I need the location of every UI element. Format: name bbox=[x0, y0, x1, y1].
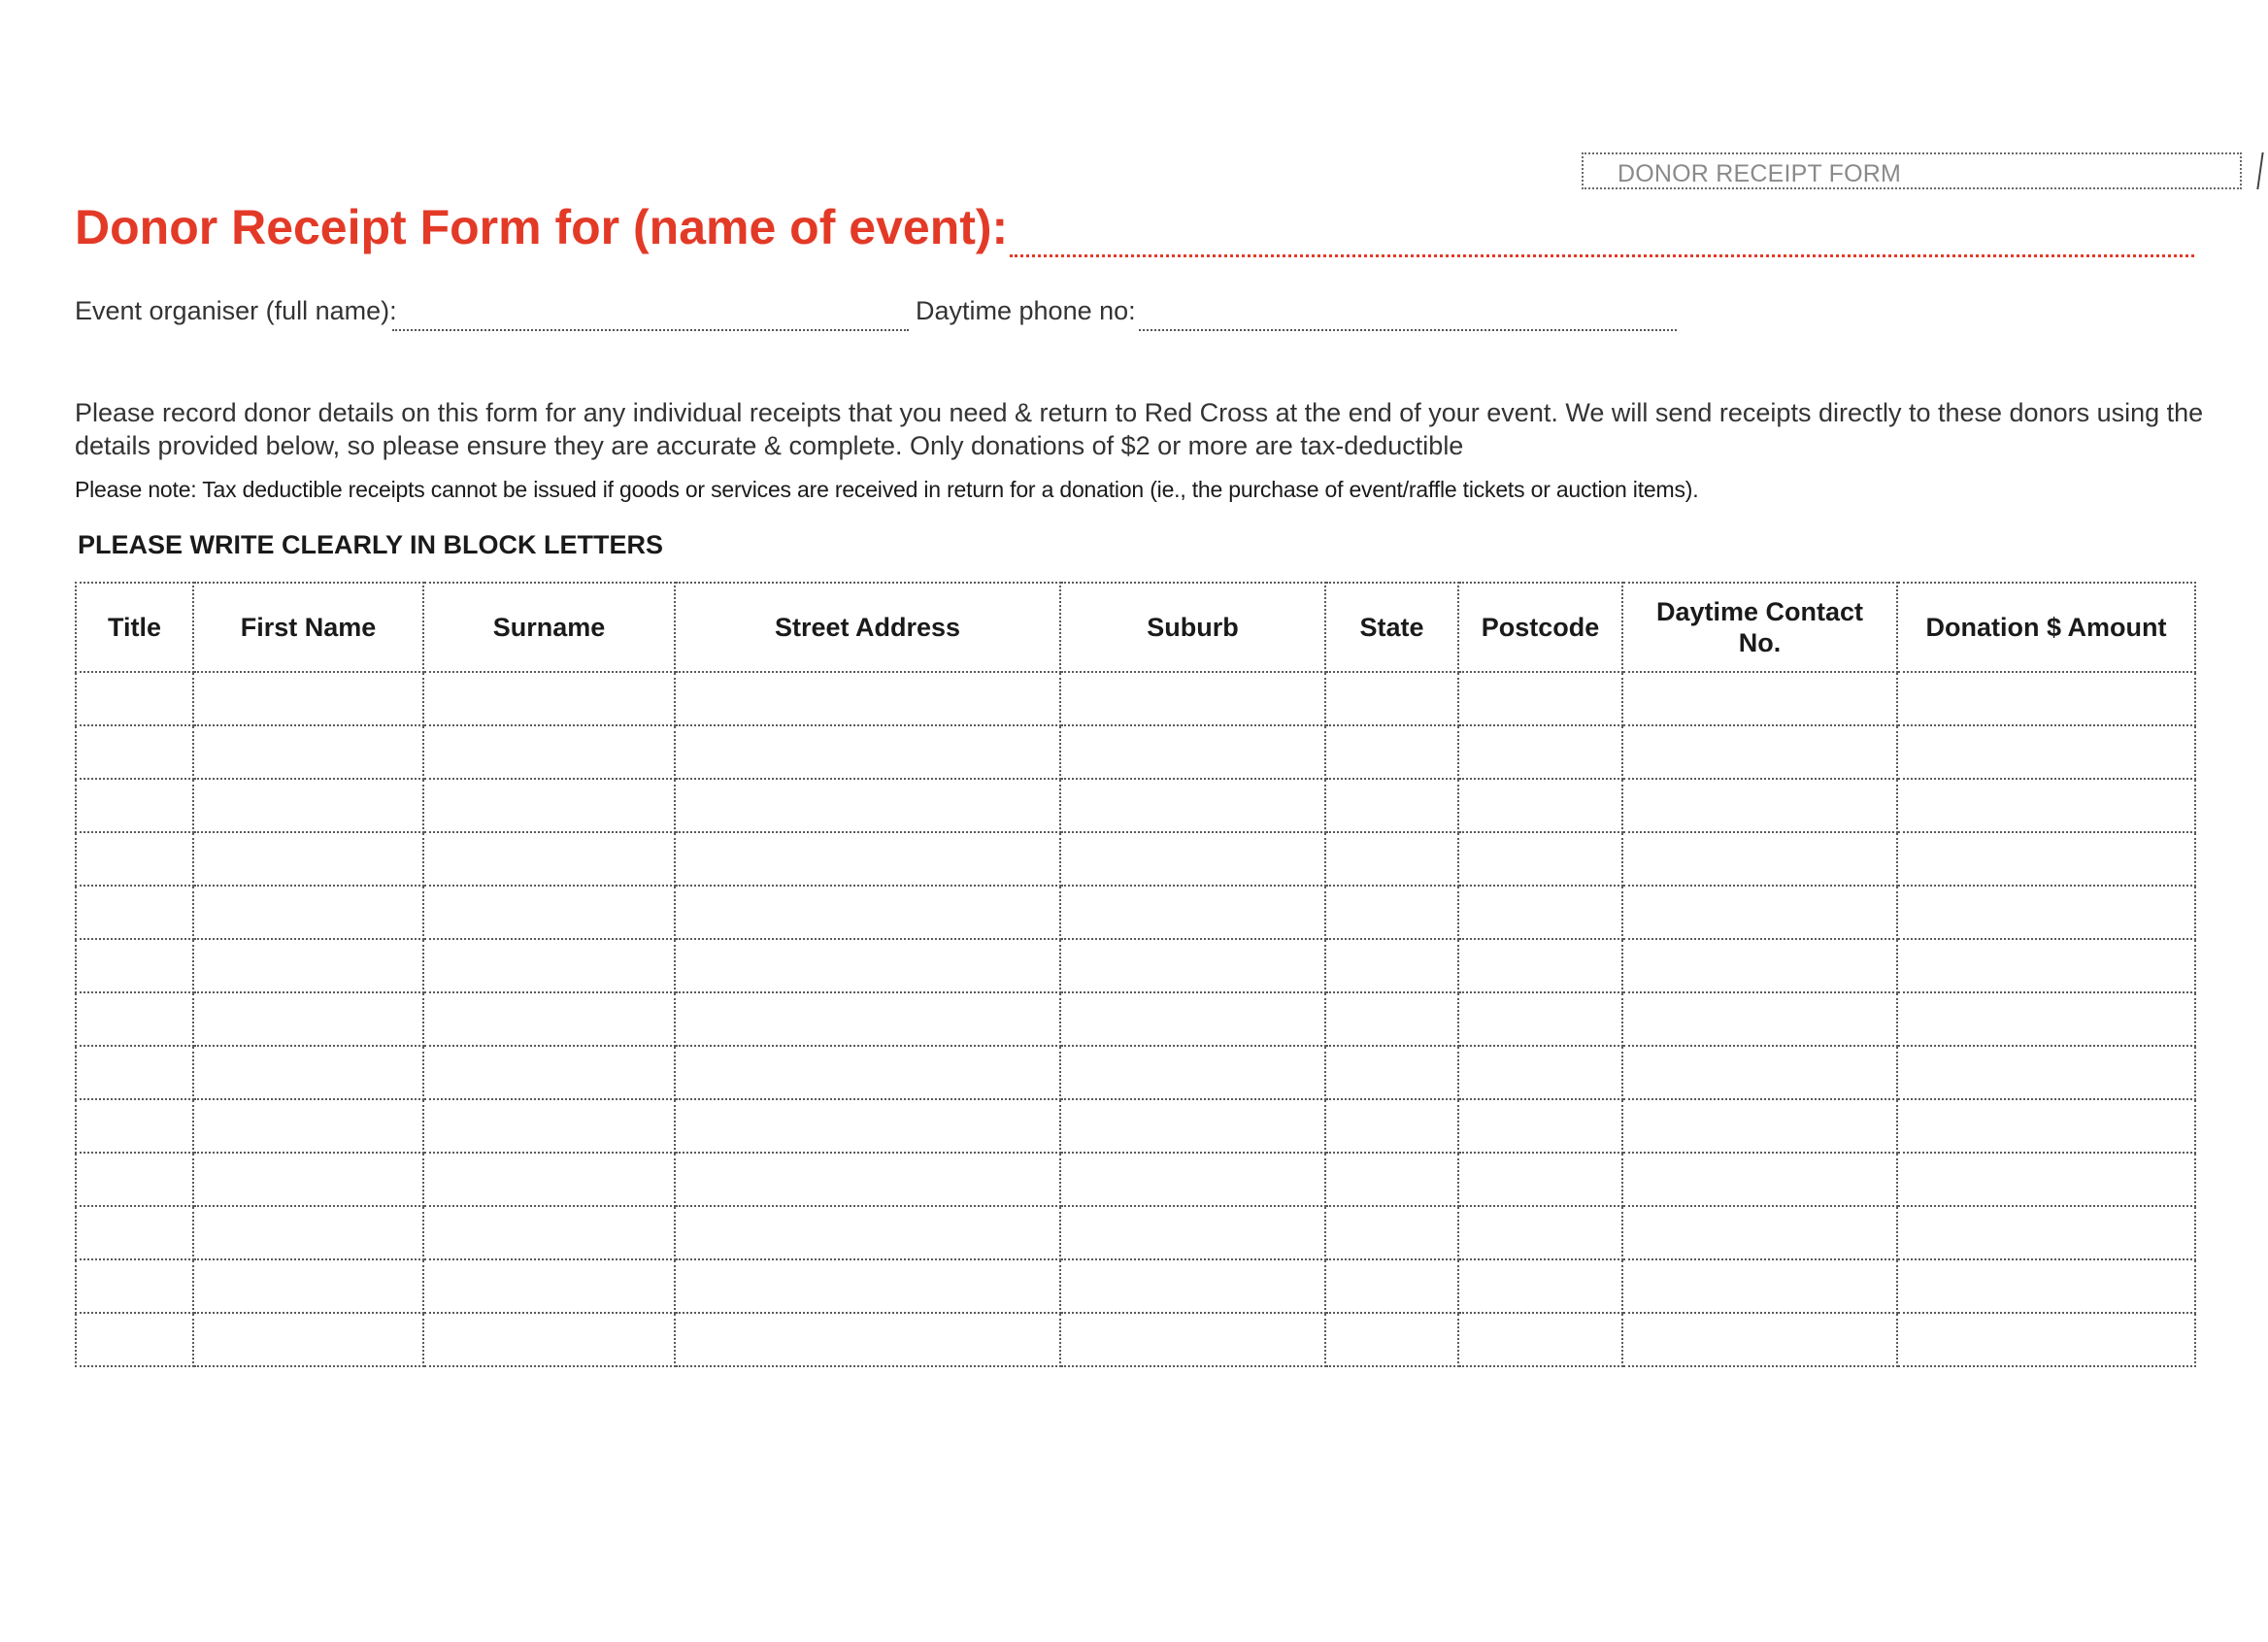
table-cell[interactable] bbox=[1622, 1099, 1897, 1153]
table-cell[interactable] bbox=[1622, 1259, 1897, 1313]
table-cell[interactable] bbox=[1060, 1046, 1325, 1099]
table-cell[interactable] bbox=[1897, 1206, 2195, 1259]
table-cell[interactable] bbox=[675, 1153, 1060, 1206]
table-cell[interactable] bbox=[1622, 1313, 1897, 1366]
table-cell[interactable] bbox=[1325, 672, 1458, 725]
table-row bbox=[76, 1313, 2195, 1366]
table-cell[interactable] bbox=[76, 939, 193, 992]
table-cell[interactable] bbox=[1622, 992, 1897, 1046]
table-header-row bbox=[76, 583, 2195, 672]
table-cell[interactable] bbox=[1458, 725, 1622, 779]
table-cell[interactable] bbox=[675, 779, 1060, 832]
table-cell[interactable] bbox=[76, 886, 193, 939]
table-cell[interactable] bbox=[76, 1206, 193, 1259]
column-header: Street Address bbox=[675, 583, 1060, 672]
table-cell[interactable] bbox=[1325, 1259, 1458, 1313]
table-cell[interactable] bbox=[76, 672, 193, 725]
table-cell[interactable] bbox=[1897, 1046, 2195, 1099]
table-cell[interactable] bbox=[423, 1206, 675, 1259]
table-cell[interactable] bbox=[1622, 779, 1897, 832]
table-cell[interactable] bbox=[1622, 1153, 1897, 1206]
table-cell[interactable] bbox=[76, 1153, 193, 1206]
table-cell[interactable] bbox=[423, 886, 675, 939]
table-cell[interactable] bbox=[76, 1046, 193, 1099]
table-cell[interactable] bbox=[1060, 992, 1325, 1046]
table-row bbox=[76, 1259, 2195, 1313]
table-cell[interactable] bbox=[1325, 886, 1458, 939]
phone-line[interactable] bbox=[1139, 329, 1677, 331]
table-row bbox=[76, 886, 2195, 939]
tax-note: Please note: Tax deductible receipts cannot be issued if goods or services are received in return for a donation (ie., the purchase of event/raffle tickets or auction items). bbox=[75, 477, 1699, 502]
table-cell[interactable] bbox=[193, 992, 423, 1046]
column-header: Title bbox=[76, 583, 193, 672]
page-title: Donor Receipt Form for (name of event): bbox=[75, 200, 1009, 254]
table-cell[interactable] bbox=[423, 672, 675, 725]
column-header: Surname bbox=[423, 583, 675, 672]
table-cell[interactable] bbox=[423, 779, 675, 832]
table-cell[interactable] bbox=[193, 779, 423, 832]
table-cell[interactable] bbox=[1622, 725, 1897, 779]
table-cell[interactable] bbox=[1325, 725, 1458, 779]
table-cell[interactable] bbox=[1458, 779, 1622, 832]
table-cell[interactable] bbox=[1622, 672, 1897, 725]
table-cell[interactable] bbox=[193, 1046, 423, 1099]
table-cell[interactable] bbox=[1622, 939, 1897, 992]
table-cell[interactable] bbox=[1897, 672, 2195, 725]
table-cell[interactable] bbox=[193, 939, 423, 992]
table-cell[interactable] bbox=[1060, 725, 1325, 779]
form-tag-box bbox=[1582, 152, 2242, 189]
table-cell[interactable] bbox=[675, 939, 1060, 992]
table-cell[interactable] bbox=[1458, 672, 1622, 725]
table-cell[interactable] bbox=[193, 1099, 423, 1153]
table-row bbox=[76, 779, 2195, 832]
table-cell[interactable] bbox=[1458, 1153, 1622, 1206]
table-row bbox=[76, 832, 2195, 886]
table-row bbox=[76, 1046, 2195, 1099]
table-cell[interactable] bbox=[1060, 1153, 1325, 1206]
table-cell[interactable] bbox=[76, 1313, 193, 1366]
table-cell[interactable] bbox=[1622, 1046, 1897, 1099]
table-row bbox=[76, 992, 2195, 1046]
table-cell[interactable] bbox=[1897, 1259, 2195, 1313]
table-cell[interactable] bbox=[675, 992, 1060, 1046]
table-cell[interactable] bbox=[423, 832, 675, 886]
table-cell[interactable] bbox=[193, 1153, 423, 1206]
table-cell[interactable] bbox=[1897, 832, 2195, 886]
table-cell[interactable] bbox=[1325, 779, 1458, 832]
table-cell[interactable] bbox=[423, 1313, 675, 1366]
table-cell[interactable] bbox=[1325, 1153, 1458, 1206]
table-cell[interactable] bbox=[675, 672, 1060, 725]
table-cell[interactable] bbox=[1060, 1099, 1325, 1153]
column-header: First Name bbox=[193, 583, 423, 672]
table-cell[interactable] bbox=[1060, 1259, 1325, 1313]
table-cell[interactable] bbox=[1325, 832, 1458, 886]
table-cell[interactable] bbox=[1897, 779, 2195, 832]
table-cell[interactable] bbox=[1060, 779, 1325, 832]
title-row bbox=[75, 199, 2194, 259]
table-cell[interactable] bbox=[423, 1153, 675, 1206]
table-cell[interactable] bbox=[423, 725, 675, 779]
table-cell[interactable] bbox=[423, 1259, 675, 1313]
table-cell[interactable] bbox=[76, 1259, 193, 1313]
table-cell[interactable] bbox=[1325, 1046, 1458, 1099]
table-cell[interactable] bbox=[1325, 1206, 1458, 1259]
tag-edge-mark bbox=[2256, 152, 2266, 189]
table-cell[interactable] bbox=[675, 725, 1060, 779]
table-cell[interactable] bbox=[1622, 886, 1897, 939]
table-cell[interactable] bbox=[423, 1099, 675, 1153]
table-cell[interactable] bbox=[1060, 1206, 1325, 1259]
column-header: Donation $ Amount bbox=[1897, 583, 2195, 672]
block-letters-heading: PLEASE WRITE CLEARLY IN BLOCK LETTERS bbox=[78, 530, 664, 559]
table-cell[interactable] bbox=[1897, 1313, 2195, 1366]
table-cell[interactable] bbox=[76, 779, 193, 832]
table-cell[interactable] bbox=[1458, 1259, 1622, 1313]
table-cell[interactable] bbox=[1060, 832, 1325, 886]
table-cell[interactable] bbox=[1325, 1313, 1458, 1366]
table-cell[interactable] bbox=[423, 992, 675, 1046]
table-cell[interactable] bbox=[193, 1259, 423, 1313]
table-cell[interactable] bbox=[1325, 992, 1458, 1046]
table-cell[interactable] bbox=[1060, 886, 1325, 939]
table-cell[interactable] bbox=[675, 1099, 1060, 1153]
organiser-line[interactable] bbox=[392, 329, 909, 331]
table-cell[interactable] bbox=[1897, 886, 2195, 939]
table-row bbox=[76, 939, 2195, 992]
table-cell[interactable] bbox=[1060, 672, 1325, 725]
table-cell[interactable] bbox=[1060, 939, 1325, 992]
table-cell[interactable] bbox=[193, 1206, 423, 1259]
table-cell[interactable] bbox=[193, 832, 423, 886]
table-cell[interactable] bbox=[193, 672, 423, 725]
table-cell[interactable] bbox=[675, 886, 1060, 939]
table-cell[interactable] bbox=[1897, 725, 2195, 779]
table-cell[interactable] bbox=[76, 992, 193, 1046]
table-row bbox=[76, 1153, 2195, 1206]
table-cell[interactable] bbox=[1458, 992, 1622, 1046]
column-header: Daytime Contact No. bbox=[1622, 583, 1897, 672]
table-row bbox=[76, 1206, 2195, 1259]
table-cell[interactable] bbox=[1458, 832, 1622, 886]
table-cell[interactable] bbox=[76, 1099, 193, 1153]
table-cell[interactable] bbox=[1897, 1153, 2195, 1206]
donor-table bbox=[75, 582, 2196, 1367]
table-row bbox=[76, 1099, 2195, 1153]
table-cell[interactable] bbox=[1622, 1206, 1897, 1259]
column-header: Suburb bbox=[1060, 583, 1325, 672]
table-cell[interactable] bbox=[1458, 1313, 1622, 1366]
table-cell[interactable] bbox=[193, 886, 423, 939]
table-cell[interactable] bbox=[1325, 1099, 1458, 1153]
table-row bbox=[76, 725, 2195, 779]
form-tag-label: DONOR RECEIPT FORM bbox=[1618, 160, 1902, 187]
event-name-line[interactable] bbox=[1010, 254, 2194, 257]
column-header: Postcode bbox=[1458, 583, 1622, 672]
table-cell[interactable] bbox=[675, 1259, 1060, 1313]
table-cell[interactable] bbox=[193, 725, 423, 779]
phone-label: Daytime phone no: bbox=[916, 296, 1136, 325]
table-cell[interactable] bbox=[423, 939, 675, 992]
instructions-paragraph: Please record donor details on this form for any individual receipts that you need & return to Red Cross at the end of your event. We will send receipts directly to these donors using the details provided below, so please ensure they are accurate & complete. Only donations of $2 or more are tax-deductible bbox=[75, 398, 2204, 460]
table-cell[interactable] bbox=[423, 1046, 675, 1099]
table-cell[interactable] bbox=[193, 1313, 423, 1366]
table-row bbox=[76, 672, 2195, 725]
table-cell[interactable] bbox=[1897, 992, 2195, 1046]
table-cell[interactable] bbox=[1458, 1099, 1622, 1153]
table-cell[interactable] bbox=[1458, 886, 1622, 939]
table-cell[interactable] bbox=[1897, 939, 2195, 992]
table-cell[interactable] bbox=[675, 1313, 1060, 1366]
table-cell[interactable] bbox=[1458, 939, 1622, 992]
table-cell[interactable] bbox=[76, 832, 193, 886]
table-cell[interactable] bbox=[675, 1046, 1060, 1099]
table-cell[interactable] bbox=[1458, 1046, 1622, 1099]
table-cell[interactable] bbox=[76, 725, 193, 779]
organiser-label: Event organiser (full name): bbox=[75, 296, 397, 325]
table-cell[interactable] bbox=[675, 832, 1060, 886]
table-cell[interactable] bbox=[1458, 1206, 1622, 1259]
table-cell[interactable] bbox=[675, 1206, 1060, 1259]
table-cell[interactable] bbox=[1897, 1099, 2195, 1153]
table-cell[interactable] bbox=[1622, 832, 1897, 886]
table-cell[interactable] bbox=[1060, 1313, 1325, 1366]
column-header: State bbox=[1325, 583, 1458, 672]
table-cell[interactable] bbox=[1325, 939, 1458, 992]
